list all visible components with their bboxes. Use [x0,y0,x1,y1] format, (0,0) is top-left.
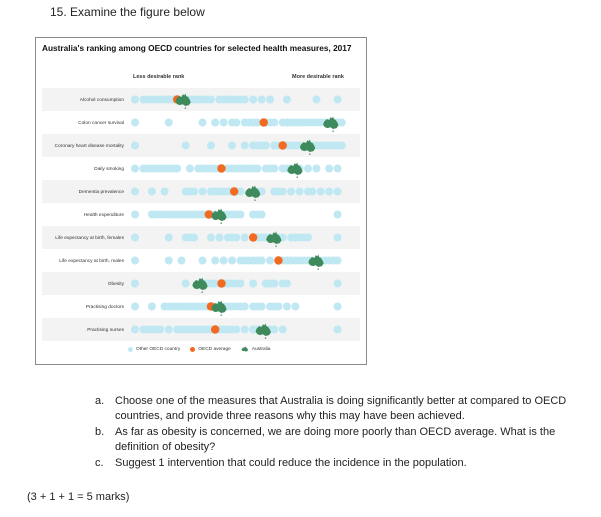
legend-marker-oecd [190,347,195,352]
marks-total: (3 + 1 + 1 = 5 marks) [27,491,130,503]
other-oecd-point [304,234,312,242]
row-label: Colon cancer survival [78,121,124,127]
tasmania-shape [317,268,319,270]
tasmania-shape [220,314,222,316]
tasmania-shape [296,176,298,178]
other-oecd-point [207,234,215,242]
other-oecd-point [237,280,245,288]
other-oecd-point [334,257,342,265]
other-oecd-point [279,326,287,334]
other-oecd-point [253,165,261,173]
row-label: Life expectancy at birth, females [55,236,124,242]
other-oecd-point [283,280,291,288]
other-oecd-point [241,326,249,334]
other-oecd-point [338,119,346,127]
legend-item-australia [241,346,271,352]
row-label: Obesity [107,282,124,288]
other-oecd-point [148,188,156,196]
legend-marker-other [128,347,133,352]
australia-icon [308,254,323,267]
other-oecd-point [148,303,156,311]
question-letter: a. [95,395,105,407]
question-title: 15. Examine the figure below [50,5,205,19]
other-oecd-point [156,326,164,334]
other-oecd-point [258,96,266,104]
other-oecd-point [232,234,240,242]
other-oecd-point [131,280,139,288]
chart-figure [35,37,367,365]
other-oecd-point [207,96,215,104]
other-oecd-point [199,119,207,127]
other-oecd-point [334,303,342,311]
question-text: Suggest 1 intervention that could reduce the incidence in the population. [115,457,467,469]
question-b [95,425,595,455]
question-letter: b. [95,426,105,438]
legend-label-other: Other OECD country [136,346,181,352]
other-oecd-point [325,165,333,173]
oecd-average-point [230,187,238,195]
other-oecd-point [131,188,139,196]
other-oecd-point [338,142,346,150]
other-oecd-point [131,257,139,265]
legend-label-oecd: OECD average [198,346,231,352]
row-label: Practising doctors [85,305,124,311]
oecd-average-point [217,164,225,172]
other-oecd-point [199,188,207,196]
other-oecd-point [249,280,257,288]
oecd-average-point [260,118,268,126]
other-oecd-point [232,119,240,127]
other-oecd-point [334,96,342,104]
other-oecd-point [296,188,304,196]
other-oecd-point [241,96,249,104]
other-oecd-point [270,280,278,288]
other-oecd-point [334,211,342,219]
other-oecd-point [228,142,236,150]
other-oecd-point [241,142,249,150]
other-oecd-point [266,257,274,265]
oecd-average-point [279,141,287,149]
other-oecd-point [207,142,215,150]
australia-icon [241,346,249,352]
other-oecd-point [274,303,282,311]
oecd-average-point [211,325,219,333]
other-oecd-point [220,119,228,127]
row-label: Life expectancy at birth, males [59,259,124,265]
other-oecd-point [173,165,181,173]
row-label: Daily smoking [94,167,124,173]
other-oecd-point [165,257,173,265]
other-oecd-point [334,280,342,288]
other-oecd-point [177,257,185,265]
question-text: As far as obesity is concerned, we are doing more poorly than OECD average. What is the definition of obesity? [115,426,556,453]
other-oecd-point [131,96,139,104]
tasmania-shape [332,130,334,132]
other-oecd-point [308,188,316,196]
other-oecd-point [131,165,139,173]
oecd-average-point [249,233,257,241]
other-oecd-point [182,280,190,288]
other-oecd-point [258,211,266,219]
other-oecd-point [241,234,249,242]
other-oecd-point [258,303,266,311]
other-oecd-point [220,257,228,265]
chart-plot [36,38,366,364]
legend-item-oecd [190,347,231,352]
chart-title: Australia's ranking among OECD countries for selected health measures, 2017 [42,43,352,53]
other-oecd-point [131,211,139,219]
other-oecd-point [190,234,198,242]
other-oecd-point [312,165,320,173]
other-oecd-point [270,119,278,127]
row-label: Alcohol consumption [79,98,124,104]
other-oecd-point [249,96,257,104]
other-oecd-point [232,326,240,334]
other-oecd-point [334,165,342,173]
other-oecd-point [312,96,320,104]
other-oecd-point [304,165,312,173]
question-letter: c. [95,457,104,469]
row-label: Health expenditure [83,213,124,219]
other-oecd-point [283,303,291,311]
other-oecd-point [211,119,219,127]
other-oecd-point [131,234,139,242]
other-oecd-point [161,188,169,196]
other-oecd-point [211,257,219,265]
other-oecd-point [182,142,190,150]
other-oecd-point [186,165,194,173]
row-label: Dementia prevalence [78,190,124,196]
question-list [95,394,595,472]
question-a [95,394,595,424]
other-oecd-point [199,257,207,265]
other-oecd-point [237,211,245,219]
more-desirable-label: More desirable rank [292,74,344,80]
other-oecd-point [131,303,139,311]
question-c [95,456,595,471]
australia-icon [287,162,302,175]
question-text: Choose one of the measures that Australia is doing significantly better at compared to OECD countries, and provide three reasons why this may have been achieved. [115,395,567,422]
other-oecd-point [165,119,173,127]
other-oecd-point [334,234,342,242]
oecd-average-point [274,256,282,264]
other-oecd-point [279,188,287,196]
australia-icon [211,300,226,313]
legend-label-australia: Australia [251,346,271,352]
other-oecd-point [334,326,342,334]
row-label: Coronary heart disease mortality [54,144,124,150]
other-oecd-point [291,303,299,311]
other-oecd-point [258,257,266,265]
chart-legend [128,346,270,352]
other-oecd-point [190,188,198,196]
australia-icon [211,208,226,221]
other-oecd-point [228,257,236,265]
australia-icon [323,116,338,129]
less-desirable-label: Less desirable rank [133,74,185,80]
other-oecd-point [283,96,291,104]
other-oecd-point [270,165,278,173]
oecd-average-point [217,279,225,287]
other-oecd-point [215,234,223,242]
other-oecd-point [317,188,325,196]
other-oecd-point [287,188,295,196]
oecd-average-point [205,210,213,218]
other-oecd-point [165,326,173,334]
other-oecd-point [241,303,249,311]
legend-item-other [128,347,180,352]
other-oecd-point [325,188,333,196]
other-oecd-point [131,326,139,334]
row-label: Practising nurses [87,328,124,334]
other-oecd-point [131,119,139,127]
other-oecd-point [262,142,270,150]
other-oecd-point [131,142,139,150]
tasmania-shape [220,222,222,224]
other-oecd-point [334,188,342,196]
other-oecd-point [266,96,274,104]
other-oecd-point [165,234,173,242]
other-oecd-point [270,326,278,334]
